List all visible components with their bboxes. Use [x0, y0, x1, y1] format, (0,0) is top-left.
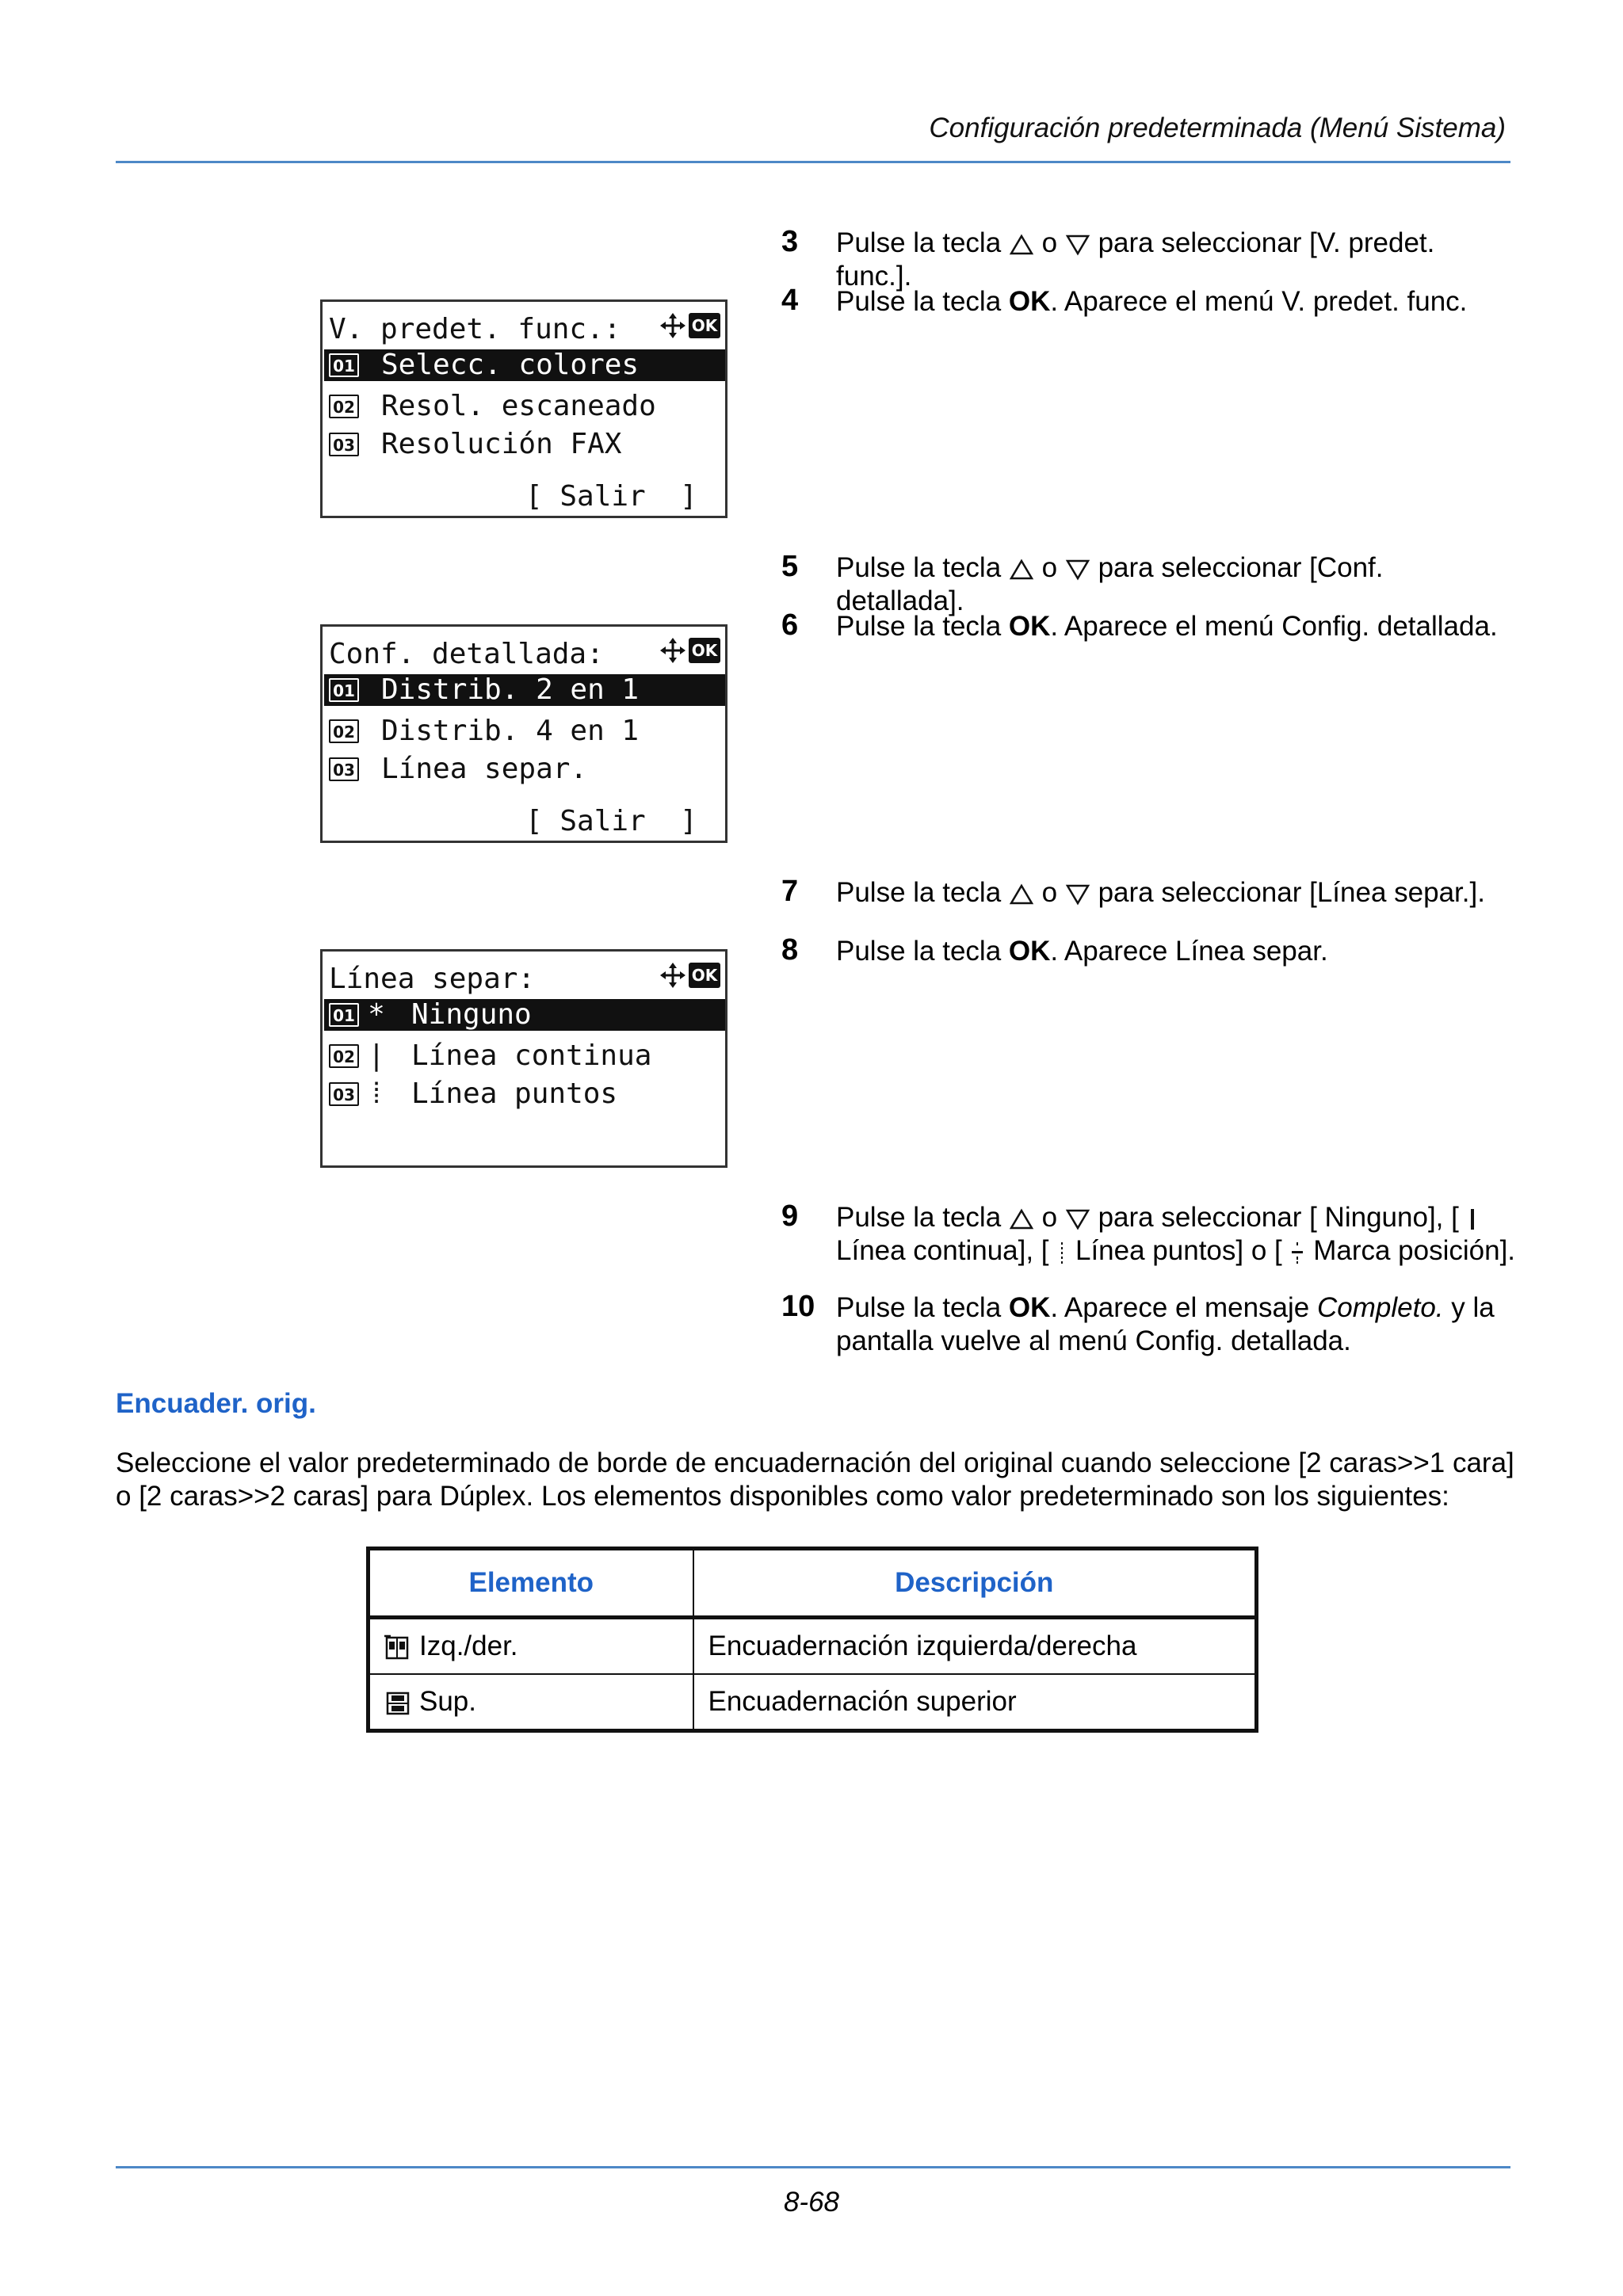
left-right-binding-icon	[384, 1634, 411, 1661]
lcd-panel-default-function	[320, 299, 727, 518]
dotted-line-icon	[1056, 1241, 1067, 1264]
lcd-row: 02 | Línea continua	[329, 1040, 725, 1072]
up-triangle-icon	[1009, 234, 1034, 256]
lcd-row: 03 Línea separ.	[329, 753, 725, 785]
table-row: Izq./der. Encuadernación izquierda/derecha	[369, 1618, 1257, 1675]
lcd-title: Línea separ:	[329, 963, 536, 995]
position-mark-icon	[1289, 1241, 1305, 1264]
lcd-panel-detailed-config	[320, 624, 727, 843]
lcd-row-selected: 01 Distrib. 2 en 1	[324, 674, 725, 706]
up-triangle-icon	[1009, 883, 1034, 906]
lcd-title: V. predet. func.:	[329, 313, 621, 345]
options-table	[366, 1547, 1258, 1733]
lcd-exit-softkey: [ Salir ]	[525, 480, 697, 513]
lcd-exit-softkey: [ Salir ]	[525, 805, 697, 837]
down-triangle-icon	[1065, 883, 1090, 906]
nav-ok-indicator	[659, 311, 720, 340]
down-triangle-icon	[1065, 234, 1090, 256]
ok-key-icon: OK	[689, 313, 720, 338]
header-rule	[116, 161, 1510, 163]
table-header-row	[369, 1549, 1257, 1618]
default-asterisk: *	[368, 998, 385, 1031]
down-triangle-icon	[1065, 1208, 1090, 1230]
four-way-arrow-icon	[659, 961, 687, 990]
lcd-row: 03 Resolución FAX	[329, 429, 725, 460]
ok-key-icon: OK	[689, 963, 720, 988]
nav-ok-indicator	[659, 636, 720, 665]
lcd-row: 02 Distrib. 4 en 1	[329, 715, 725, 747]
nav-ok-indicator	[659, 961, 720, 990]
up-triangle-icon	[1009, 559, 1034, 581]
section-intro: Seleccione el valor predeterminado de borde de encuadernación del original cuando seleccione [2 caras>>1 cara] o [2 caras>>2 caras] para Dúplex. Los elementos disponibles como valor predeterminado son los siguientes:	[116, 1447, 1514, 1512]
top-binding-icon	[384, 1690, 411, 1717]
down-triangle-icon	[1065, 559, 1090, 581]
ok-key-icon: OK	[689, 638, 720, 663]
four-way-arrow-icon	[659, 311, 687, 340]
up-triangle-icon	[1009, 1208, 1034, 1230]
running-header: Configuración predeterminada (Menú Sistema)	[929, 113, 1506, 143]
four-way-arrow-icon	[659, 636, 687, 665]
footer-rule	[116, 2166, 1510, 2168]
column-header-description: Descripción	[693, 1549, 1257, 1618]
lcd-row-selected: 01 Selecc. colores	[324, 349, 725, 381]
column-header-item: Elemento	[369, 1549, 693, 1618]
page-number: 8-68	[783, 2187, 840, 2218]
solid-line-icon: |	[368, 1039, 385, 1072]
lcd-row-selected: 01 * Ninguno	[324, 999, 725, 1031]
lcd-row: 03 ⁞ Línea puntos	[329, 1078, 725, 1110]
dotted-line-icon: ⁞	[368, 1077, 385, 1110]
table-row: Sup. Encuadernación superior	[369, 1674, 1257, 1731]
section-heading: Encuader. orig.	[116, 1388, 316, 1419]
lcd-panel-separator-line	[320, 949, 727, 1168]
lcd-row: 02 Resol. escaneado	[329, 391, 725, 422]
lcd-title: Conf. detallada:	[329, 638, 604, 670]
solid-line-icon	[1467, 1207, 1478, 1231]
